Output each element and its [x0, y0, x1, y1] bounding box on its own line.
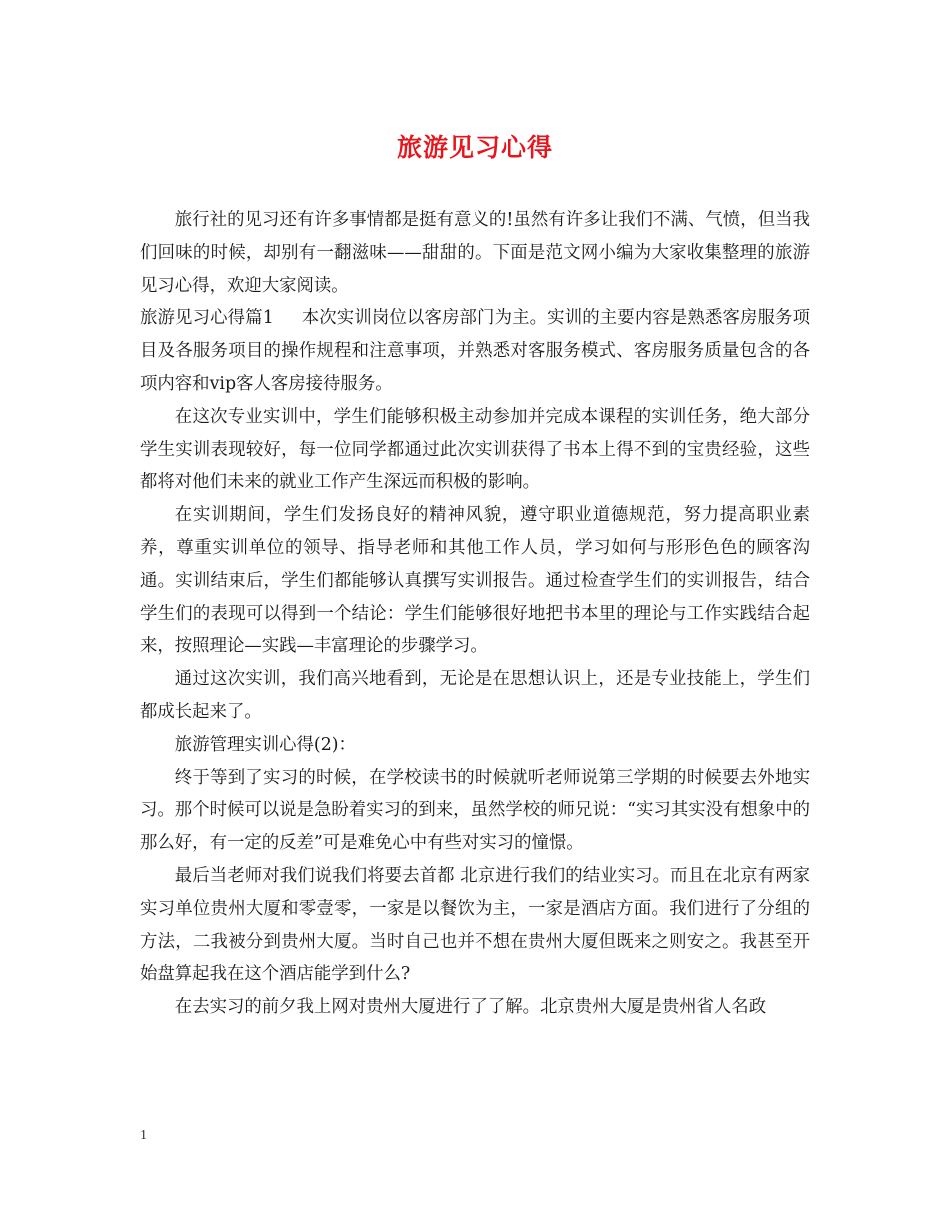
section-heading: 旅游见习心得篇1	[140, 308, 274, 329]
paragraph-6: 终于等到了实习的时候，在学校读书的时候就听老师说第三学期的时候要去外地实习。那个时候可以说是急盼着实习的到来，虽然学校的师兄说：“实习其实没有想象中的那么好，有一定的反差”可是难免心中有些对实习的憧憬。	[140, 767, 810, 854]
intro-paragraph: 旅行社的见习还有许多事情都是挺有意义的!虽然有许多让我们不满、气愤，但当我们回味的时候，却别有一翻滋味——甜甜的。下面是范文网小编为大家收集整理的旅游见习心得，欢迎大家阅读。	[140, 210, 810, 296]
paragraph-8: 在去实习的前夕我上网对贵州大厦进行了了解。北京贵州大厦是贵州省人名政	[174, 997, 767, 1018]
document-body	[140, 204, 810, 1024]
paragraph-4: 通过这次实训，我们高兴地看到，无论是在思想认识上，还是专业技能上，学生们都成长起来了。	[140, 669, 810, 722]
section-paragraph-1-text: 本次实训岗位以客房部门为主。实训的主要内容是熟悉客房服务项目及各服务项目的操作规程和注意事项，并熟悉对客服务模式、客房服务质量包含的各项内容和vip客人客房接待服务。	[140, 308, 810, 394]
section-paragraph-1	[140, 302, 810, 400]
document-title: 旅游见习心得	[396, 133, 553, 162]
subsection-heading: 旅游管理实训心得(2)：	[174, 734, 356, 755]
paragraph-2: 在这次专业实训中，学生们能够积极主动参加并完成本课程的实训任务，绝大部分学生实训表现较好，每一位同学都通过此次实训获得了书本上得不到的宝贵经验，这些都将对他们未来的就业工作产生深远而积极的影响。	[140, 406, 810, 493]
page-number: 1	[140, 1128, 147, 1143]
paragraph-3: 在实训期间，学生们发扬良好的精神风貌，遵守职业道德规范，努力提高职业素养，尊重实训单位的领导、指导老师和其他工作人员，学习如何与形形色色的顾客沟通。实训结束后，学生们都能够认真撰写实训报告。通过检查学生们的实训报告，结合学生们的表现可以得到一个结论：学生们能够很好地把书本里的理论与工作实践结合起来，按照理论—实践—丰富理论的步骤学习。	[140, 505, 810, 657]
paragraph-7: 最后当老师对我们说我们将要去首都 北京进行我们的结业实习。而且在北京有两家实习单位贵州大厦和零壹零，一家是以餐饮为主，一家是酒店方面。我们进行了分组的方法，二我被分到贵州大厦。当时自己也并不想在贵州大厦但既来之则安之。我甚至开始盘算起我在这个酒店能学到什么?	[140, 865, 810, 985]
